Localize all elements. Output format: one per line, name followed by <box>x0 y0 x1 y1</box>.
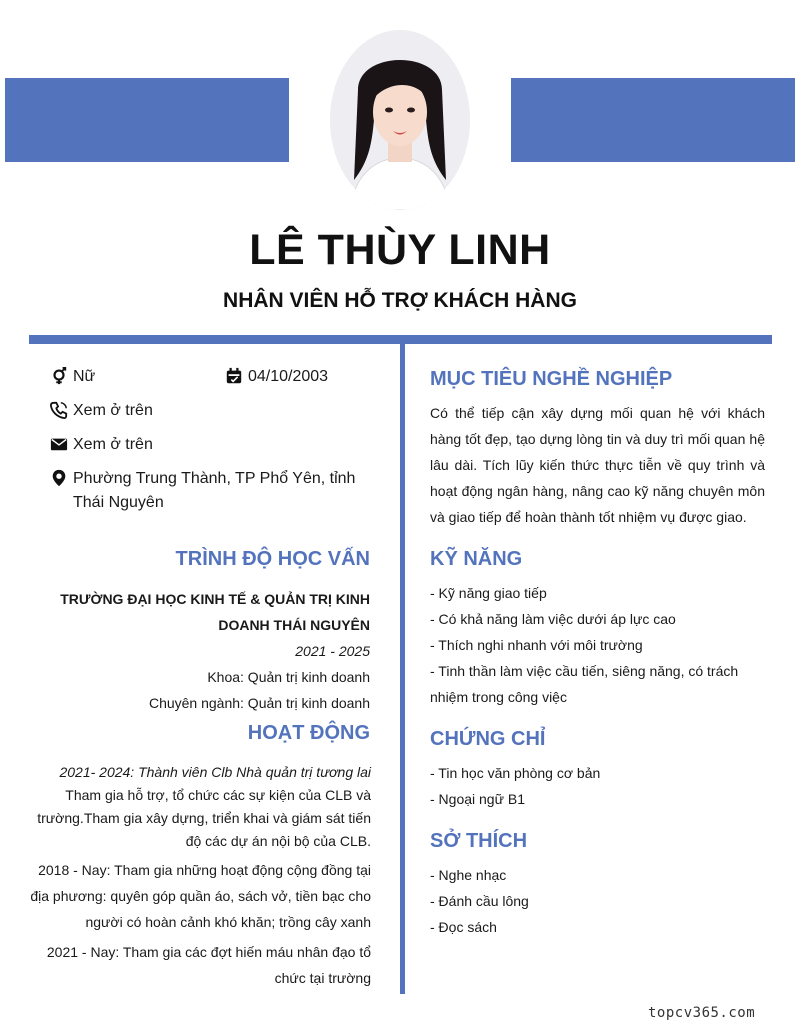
education-faculty: Khoa: Quản trị kinh doanh <box>207 669 370 685</box>
address-value: Phường Trung Thành, TP Phổ Yên, tỉnh Thái Nguyên <box>73 470 356 511</box>
education-years: 2021 - 2025 <box>295 643 370 659</box>
education-title: TRÌNH ĐỘ HỌC VẤN <box>175 548 370 570</box>
skills-title: KỸ NĂNG <box>430 548 523 570</box>
list-item: - Ngoại ngữ B1 <box>430 791 525 807</box>
list-item: - Thích nghi nhanh với môi trường <box>430 637 643 653</box>
activity-role: 2021- 2024: Thành viên Clb Nhà quản trị tương lai <box>59 764 371 780</box>
dob-value: 04/10/2003 <box>248 368 329 385</box>
email-icon <box>50 435 70 455</box>
profile-photo <box>330 30 470 210</box>
school-name: TRƯỜNG ĐẠI HỌC KINH TẾ & QUẢN TRỊ KINH DOANH THÁI NGUYÊN <box>60 591 370 633</box>
location-icon <box>50 469 70 489</box>
header-band-right <box>511 78 795 162</box>
education-section <box>40 586 370 716</box>
header-band-left <box>5 78 289 162</box>
candidate-name: LÊ THÙY LINH <box>249 226 551 274</box>
certificates-list <box>430 760 770 812</box>
activity-role-desc: Tham gia hỗ trợ, tổ chức các sự kiện của CLB và trường.Tham gia xây dựng, triển khai và giám sát tiến độ các dự án nội bộ của CLB. <box>37 787 371 849</box>
objective-text: Có thể tiếp cận xây dựng mối quan hệ với khách hàng tốt đẹp, tạo dựng lòng tin và duy trì mối quan hệ lâu dài. Tích lũy kiến thức thực tiễn về quy trình và hoạt động ngân hàng, nâng cao kỹ năng chuyên môn và giao tiếp để hoàn thành tốt nhiệm vụ được giao. <box>430 405 765 525</box>
email-value: Xem ở trên <box>73 436 153 453</box>
list-item: - Đánh cầu lông <box>430 893 529 909</box>
gender-icon <box>50 367 70 387</box>
email-row <box>50 433 153 457</box>
list-item: - Tin học văn phòng cơ bản <box>430 765 601 781</box>
job-title: NHÂN VIÊN HỖ TRỢ KHÁCH HÀNG <box>223 289 577 312</box>
dob-row <box>225 365 328 389</box>
education-major: Chuyên ngành: Quản trị kinh doanh <box>148 695 370 711</box>
address-row <box>50 467 385 515</box>
phone-icon <box>50 401 70 421</box>
list-item: - Kỹ năng giao tiếp <box>430 585 547 601</box>
column-divider <box>400 344 405 994</box>
activities-title: HOẠT ĐỘNG <box>247 722 370 744</box>
phone-row <box>50 399 153 423</box>
gender-row <box>50 365 95 389</box>
calendar-icon <box>225 367 245 387</box>
list-item: - Có khả năng làm việc dưới áp lực cao <box>430 611 676 627</box>
activity-blood-donation: 2021 - Nay: Tham gia các đợt hiến máu nhân đạo tổ chức tại trường <box>46 944 371 986</box>
activities-section <box>30 761 371 991</box>
gender-value: Nữ <box>73 368 96 385</box>
list-item: - Đọc sách <box>430 919 497 935</box>
list-item: - Nghe nhạc <box>430 867 507 883</box>
hobbies-title: SỞ THÍCH <box>430 830 528 852</box>
hobbies-list <box>430 862 770 940</box>
list-item: - Tinh thần làm việc cầu tiến, siêng năng, có trách nhiệm trong công việc <box>430 663 739 705</box>
certificates-title: CHỨNG CHỈ <box>430 728 546 750</box>
footer-watermark[interactable]: topcv365.com <box>648 1005 756 1021</box>
objective-title: MỤC TIÊU NGHỀ NGHIỆP <box>430 368 673 390</box>
header-divider <box>29 335 772 344</box>
skills-list <box>430 580 770 710</box>
phone-value: Xem ở trên <box>73 402 153 419</box>
activity-community: 2018 - Nay: Tham gia những hoạt động cộng đồng tại địa phương: quyên góp quần áo, sách vở, tiền bạc cho người có hoàn cảnh khó khăn; trồng cây xanh <box>30 862 371 930</box>
